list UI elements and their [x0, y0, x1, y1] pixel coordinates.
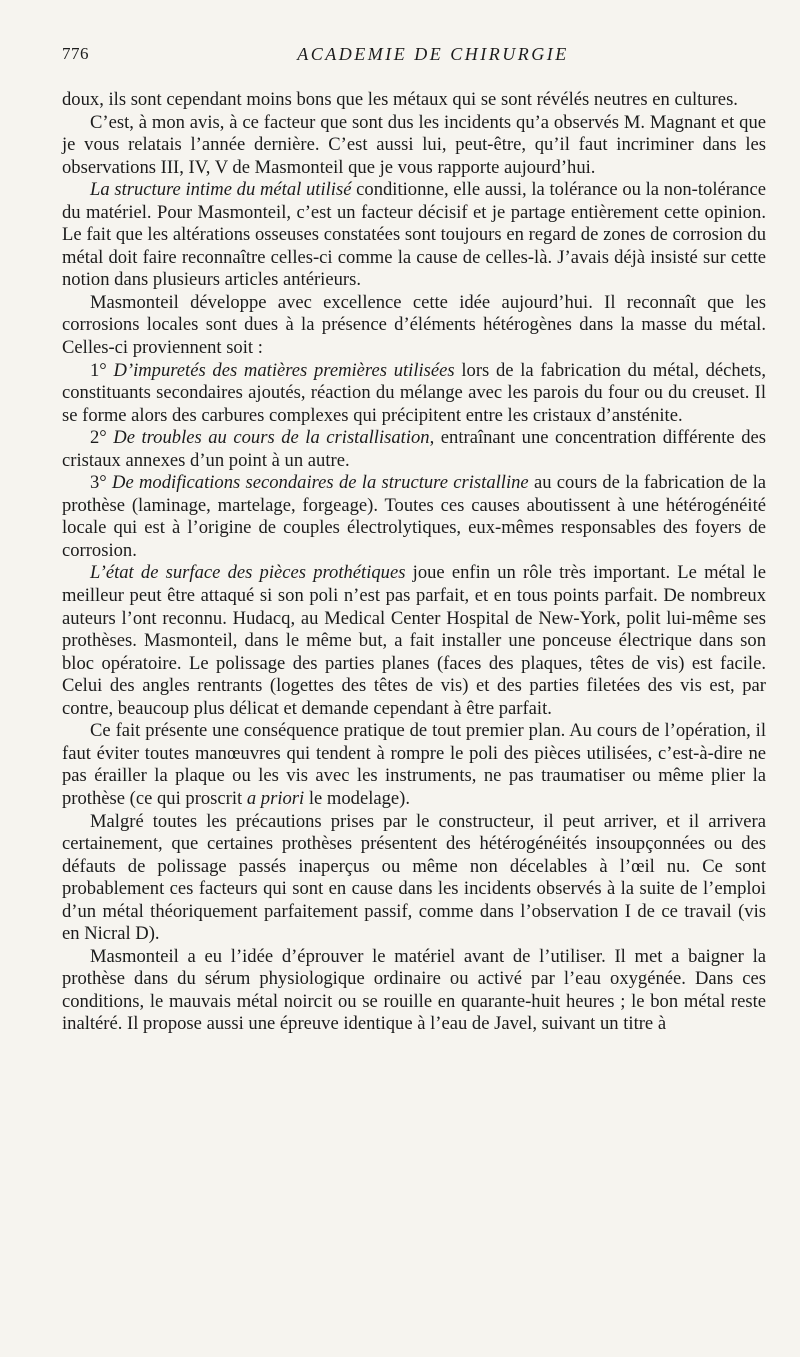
paragraph — [62, 811, 766, 946]
italic-heading: De troubles au cours de la cristallisation — [113, 427, 430, 449]
italic-heading: De modifications secondaires de la structure cristalline — [112, 472, 529, 494]
italic-heading: L’état de surface des pièces prothétiques — [90, 562, 406, 584]
page-number: 776 — [62, 44, 89, 63]
italic-heading: D’impuretés des matières premières utilisées — [113, 359, 455, 381]
text-segment: Malgré toutes les précautions prises par le constructeur, il peut arriver, et il arrivera certainement, que certaines prothèses présentent des hétérogénéités insoupçonnées ou des défauts de polissage passés inaperçus ou même non décelables à l’œil nu. Ce sont probablement ces facteurs qui sont en cause dans les incidents observés à la suite de l’emploi d’un métal théoriquement parfaitement passif, comme dans l’observation I de ce travail (vis en Nicral D). — [62, 810, 766, 945]
paragraph — [62, 112, 766, 180]
italic-phrase: a priori — [246, 787, 305, 809]
list-item-2 — [62, 427, 766, 472]
list-item-3 — [62, 472, 766, 562]
text-segment: conditionne, elle aussi, la tolérance ou la non-tolérance du matériel. Pour Masmonteil, c’est un facteur décisif et je partage entièrement cette opinion. Le fait que les altérations osseuses constatées sont toujours en regard de zones de corrosion du métal doit faire reconnaître celles-ci comme la cause de celles-là. J’avais déjà insisté sur cette notion dans plusieurs articles antérieurs. — [62, 179, 766, 291]
text-segment: doux, ils sont cependant moins bons que les métaux qui se sont révélés neutres en cultures. — [62, 89, 738, 110]
paragraph — [62, 292, 766, 360]
paragraph — [62, 89, 766, 112]
paragraph — [62, 562, 766, 720]
body-text — [62, 89, 766, 1036]
text-segment: Masmonteil a eu l’idée d’éprouver le matériel avant de l’utiliser. Il met a baigner la prothèse dans du sérum physiologique ordinaire ou activé par l’eau oxygénée. Dans ces conditions, le mauvais métal noircit ou se rouille en quarante-huit heures ; le bon métal reste inaltéré. Il propose aussi une épreuve identique à l’eau de Javel, suivant un titre à — [62, 945, 766, 1035]
text-segment: C’est, à mon avis, à ce facteur que sont dus les incidents qu’a observés M. Magnant et que je vous relatais l’année dernière. C’est aussi lui, peut-être, qu’il faut incriminer dans les observations III, IV, V de Masmonteil que je vous rapporte aujourd’hui. — [62, 111, 766, 178]
text-segment: Ce fait présente une conséquence pratique de tout premier plan. Au cours de l’opération, il faut éviter toutes manœuvres qui tendent à rompre le poli des pièces utilisées, c’est-à-dire ne pas érailler la plaque ou les vis avec les instruments, ne pas traumatiser ou même plier la prothèse (ce qui proscrit — [62, 720, 766, 809]
paragraph — [62, 946, 766, 1036]
list-number: 2° — [90, 427, 114, 449]
list-number: 3° — [90, 472, 113, 494]
text-segment: au cours de la fabrication de la prothèse (laminage, martelage, forgeage). Toutes ces causes aboutissent à une hétérogénéité locale qui est à l’origine de couples électrolytiques, eux-mêmes responsables des foyers de corrosion. — [62, 472, 766, 561]
list-item-1 — [62, 360, 766, 428]
text-segment: Masmonteil développe avec excellence cette idée aujourd’hui. Il reconnaît que les corrosions locales sont dues à la présence d’éléments hétérogènes dans la masse du métal. Celles-ci proviennent soit : — [62, 291, 766, 359]
text-segment: joue enfin un rôle très important. Le métal le meilleur peut être attaqué si son poli n’est pas parfait, et en tous points parfait. De nombreux auteurs l’ont reconnu. Hudacq, au Medical Center Hospital de New-York, polit lui-même ses prothèses. Masmonteil, dans le même but, a fait installer une ponceuse électrique dans son bloc opératoire. Le polissage des parties planes (faces des plaques, têtes de vis) est facile. Celui des angles rentrants (logettes des têtes de vis) et des parties filetées des vis est, par contre, beaucoup plus délicat et demande cependant à être parfait. — [62, 562, 766, 719]
paragraph — [62, 720, 766, 810]
list-number: 1° — [90, 359, 114, 381]
italic-heading: La structure intime du métal utilisé — [90, 179, 352, 201]
paragraph — [62, 179, 766, 292]
running-title: ACADEMIE DE CHIRURGIE — [297, 44, 569, 64]
page-header — [62, 44, 764, 68]
text-segment: le modelage). — [304, 787, 411, 809]
text-segment: , entraînant une concentration différente des cristaux annexes d’un point à un autre. — [62, 427, 766, 471]
text-segment: lors de la fabrication du métal, déchets, constituants secondaires ajoutés, réaction du mélange avec les parois du four ou du creuset. Il se forme alors des carbures complexes qui précipitent entre les cristaux d’ansténite. — [62, 359, 766, 426]
